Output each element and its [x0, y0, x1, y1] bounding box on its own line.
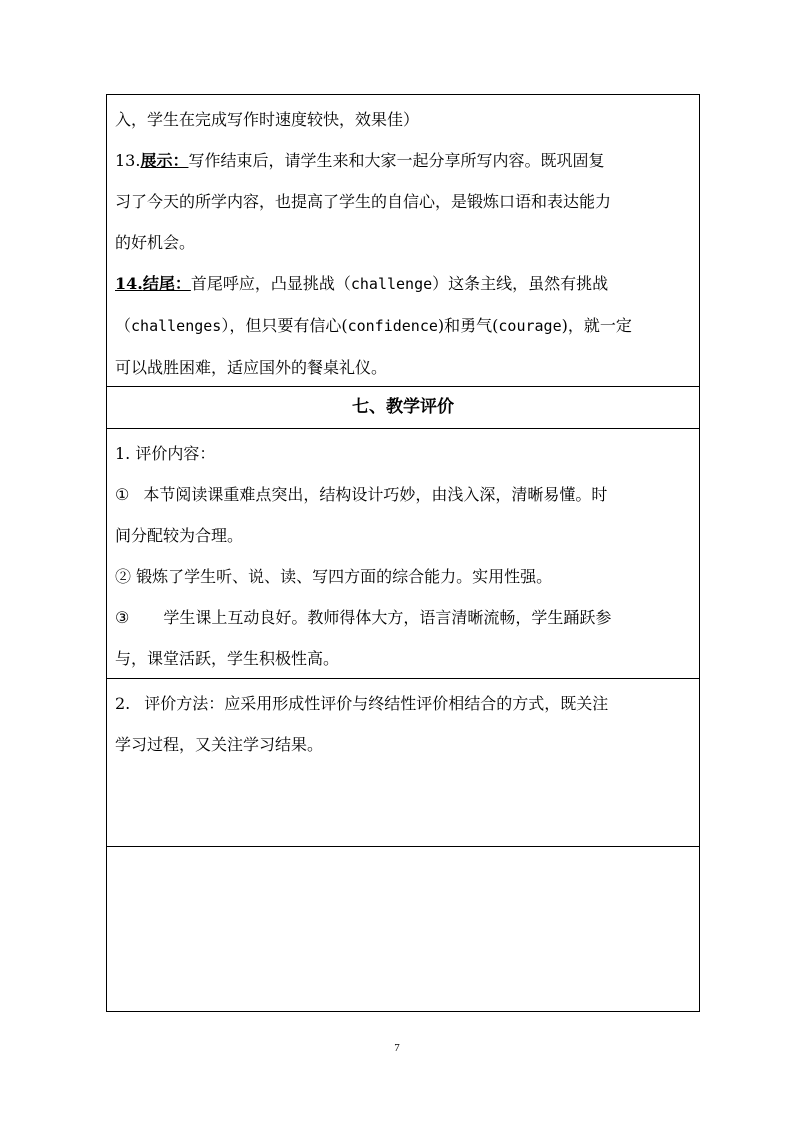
page-number: 7 — [394, 1042, 400, 1054]
evaluation-method-line2: 学习过程，又关注学习结果。 — [115, 735, 324, 754]
evaluation-content-label: 1. 评价内容： — [115, 444, 216, 463]
item-14-line1: 14.结尾：首尾呼应，凸显挑战（challenge）这条主线，虽然有挑战 — [115, 274, 609, 293]
item-14-line3: 可以战胜困难，适应国外的餐桌礼仪。 — [115, 358, 388, 377]
evaluation-method-line1: 2. 评价方法：应采用形成性评价与终结性评价相结合的方式，既关注 — [115, 694, 609, 713]
evaluation-content-cell — [107, 429, 699, 679]
item-14-label: 结尾： — [142, 274, 191, 293]
item-13-label: 展示： — [140, 151, 189, 170]
continued-line: 入，学生在完成写作时速度较快，效果佳） — [115, 110, 420, 129]
item-13-line2: 习了今天的所学内容，也提高了学生的自信心，是锻炼口语和表达能力 — [115, 192, 612, 211]
item-14-number: 14. — [115, 274, 143, 293]
item-14-line2: （challenges），但只要有信心(confidence)和勇气(courage)，就一定 — [115, 316, 632, 335]
evaluation-method-cell — [107, 679, 699, 847]
evaluation-point-3-cont: 与，课堂活跃，学生积极性高。 — [115, 649, 340, 668]
empty-cell — [107, 847, 699, 1011]
teaching-steps-cell — [107, 95, 699, 387]
lesson-plan-table — [106, 94, 700, 1012]
evaluation-point-1: ① 本节阅读课重难点突出，结构设计巧妙，由浅入深，清晰易懂。时 — [115, 485, 608, 504]
evaluation-point-3: ③ 学生课上互动良好。教师得体大方，语言清晰流畅，学生踊跃参 — [115, 608, 612, 627]
section-heading: 七、教学评价 — [107, 387, 699, 429]
item-13-line1: 13.展示：写作结束后，请学生来和大家一起分享所写内容。既巩固复 — [115, 151, 605, 170]
evaluation-point-2: ② 锻炼了学生听、说、读、写四方面的综合能力。实用性强。 — [115, 567, 553, 586]
evaluation-point-1-cont: 间分配较为合理。 — [115, 526, 244, 545]
item-13-line3: 的好机会。 — [115, 233, 196, 252]
item-13-number: 13. — [115, 151, 141, 170]
